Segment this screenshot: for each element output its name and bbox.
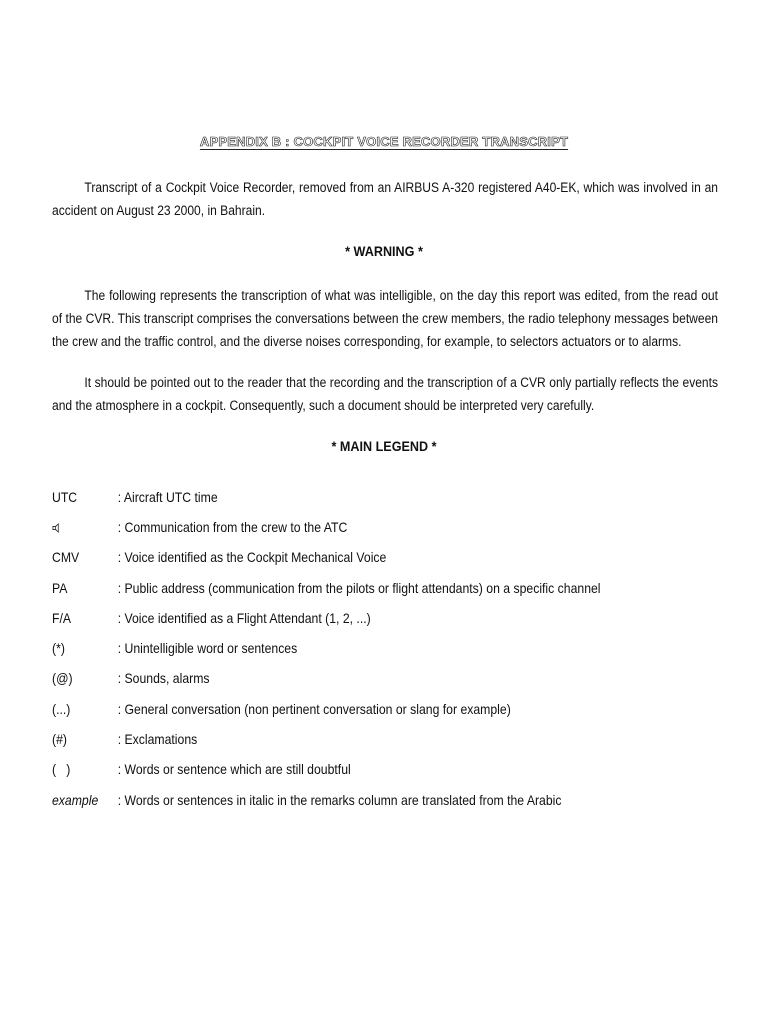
legend-item (52, 633, 682, 663)
legend-list (52, 482, 752, 815)
legend-description: : General conversation (non pertinent conversation or slang for example) (117, 701, 511, 717)
legend-description: : Voice identified as the Cockpit Mechanical Voice (117, 550, 387, 566)
legend-item (52, 543, 682, 573)
warning-text-1: The following represents the transcription of what was intelligible, on the day this report was edited, from the read out of the CVR. This transcript comprises the conversations between the crew members, the radio telephony messages between the crew and the traffic control, and the diverse noises corresponding, for example, to selectors actuators or to alarms. (52, 288, 718, 349)
legend-key (52, 520, 118, 535)
legend-item (52, 664, 682, 694)
legend-key: (#) (52, 732, 67, 748)
legend-key: example (52, 792, 99, 808)
warning-text-2: It should be pointed out to the reader that the recording and the transcription of a CVR only partially reflects the events and the atmosphere in a cockpit. Consequently, such a document should be interpreted very carefully. (52, 375, 718, 413)
legend-key: F/A (52, 610, 72, 626)
legend-key: UTC (52, 489, 78, 505)
warning-paragraph-2 (52, 371, 718, 417)
legend-item (52, 603, 682, 633)
legend-item (52, 694, 682, 724)
legend-description: : Public address (communication from the pilots or flight attendants) on a specific channel (117, 580, 601, 596)
legend-description: : Sounds, alarms (117, 671, 210, 687)
legend-key: (*) (52, 641, 65, 657)
legend-item (52, 755, 682, 785)
legend-description: : Words or sentence which are still doubtful (117, 762, 351, 778)
legend-description: : Unintelligible word or sentences (117, 641, 298, 657)
legend-description: : Communication from the crew to the ATC (117, 519, 348, 535)
legend-description: : Exclamations (117, 732, 198, 748)
intro-paragraph (52, 176, 718, 222)
legend-heading: * MAIN LEGEND * (331, 438, 437, 454)
page-title: APPENDIX B : COCKPIT VOICE RECORDER TRANSCRIPT (199, 134, 569, 149)
legend-item (52, 785, 682, 815)
legend-item (52, 573, 682, 603)
legend-item (52, 482, 682, 512)
legend-key: PA (52, 580, 68, 596)
legend-item (52, 724, 682, 754)
legend-description: : Voice identified as a Flight Attendant (1, 2, ...) (117, 610, 371, 626)
legend-description: : Aircraft UTC time (117, 489, 218, 505)
warning-heading: * WARNING * (345, 243, 423, 259)
legend-description: : Words or sentences in italic in the remarks column are translated from the Arabic (117, 792, 562, 808)
speaker-arrow-icon (52, 523, 61, 533)
legend-key: ( ) (52, 762, 71, 778)
warning-paragraph-1 (52, 284, 718, 353)
intro-text: Transcript of a Cockpit Voice Recorder, removed from an AIRBUS A-320 registered A40-EK, which was involved in an accident on August 23 2000, in Bahrain. (52, 180, 718, 218)
legend-item (52, 512, 682, 542)
legend-key: (...) (52, 701, 71, 717)
legend-key: (@) (52, 671, 73, 687)
legend-key: CMV (52, 550, 80, 566)
